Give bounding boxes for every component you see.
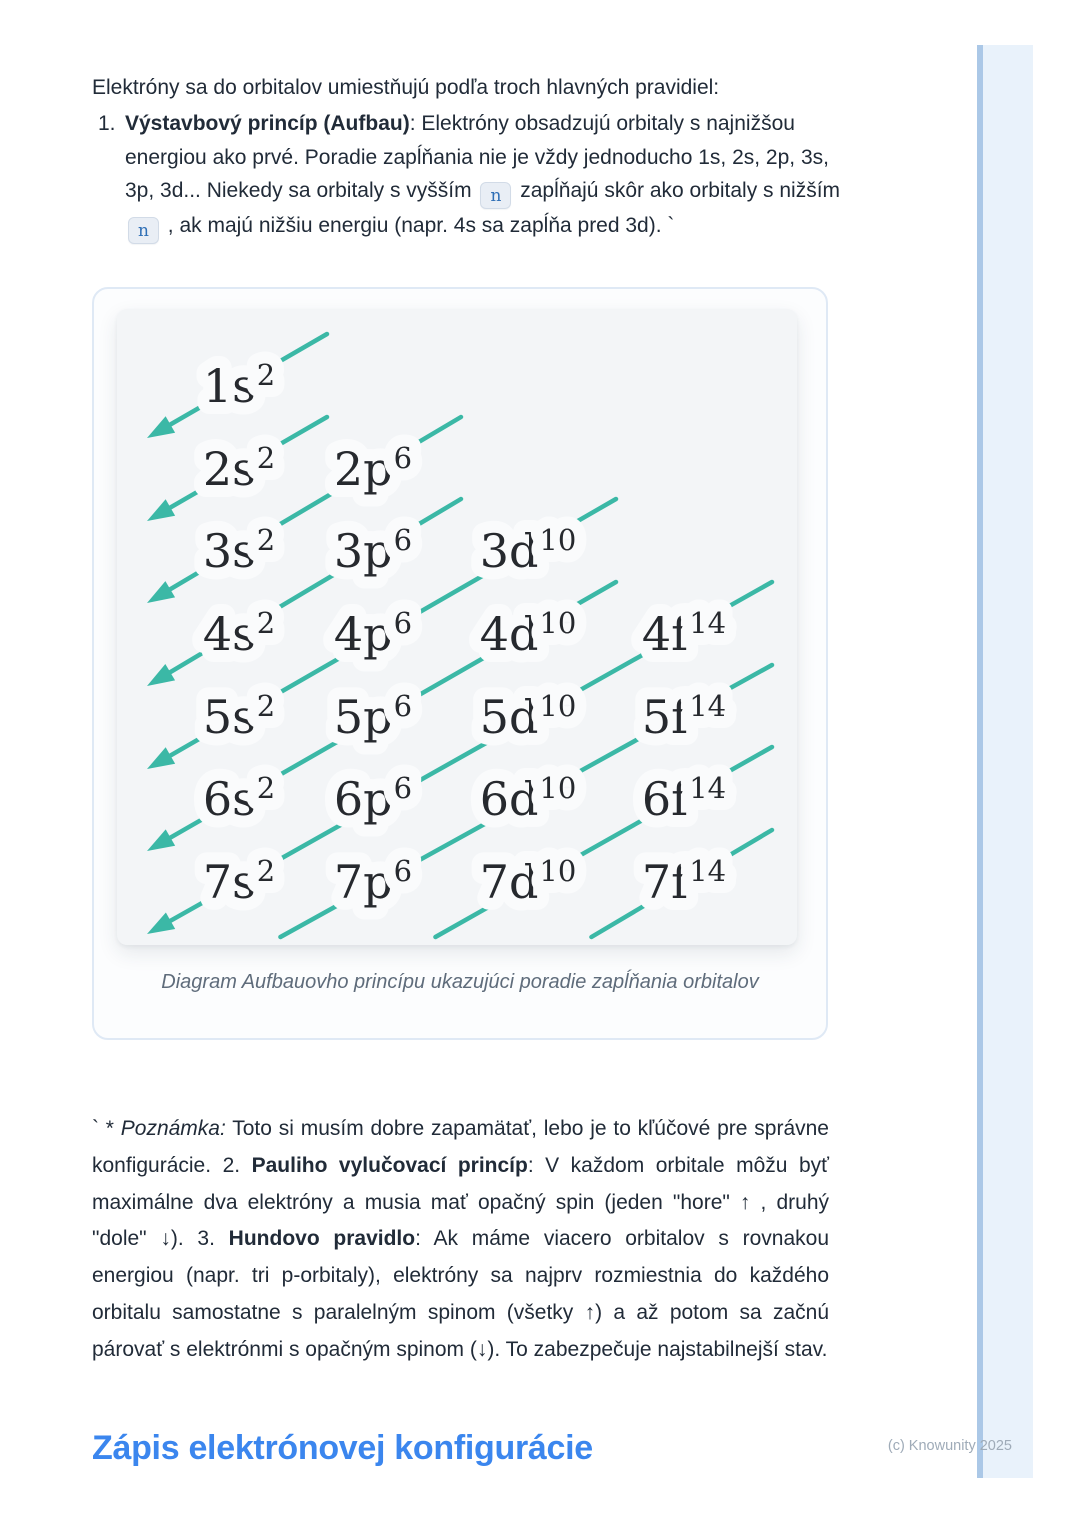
- orbital-label-1s: $1s^2$: [202, 358, 276, 413]
- inline-code-chip: n: [128, 217, 159, 244]
- orbital-label-2s: $2s^2$: [202, 441, 276, 496]
- orbital-label-4f: $4f^{14}$: [641, 606, 727, 661]
- orbital-label-5f: $5f^{14}$: [641, 689, 727, 744]
- rules-ordered-list: [92, 107, 848, 244]
- rule-item-aufbau: [92, 107, 848, 244]
- figure-caption: Diagram Aufbauovho princípu ukazujúci poradie zapĺňania orbitalov: [161, 971, 759, 993]
- aufbau-diagram: [117, 309, 797, 945]
- orbital-label-7f: $7f^{14}$: [641, 854, 727, 909]
- orbital-label-4s: $4s^2$: [202, 606, 276, 661]
- orbital-label-6d: $6d^{10}$: [479, 771, 577, 826]
- orbital-label-3s: $3s^2$: [202, 523, 276, 578]
- list-item-number: 1.: [98, 112, 116, 135]
- aufbau-arrowhead-icon: [147, 499, 175, 521]
- aufbau-arrowhead-icon: [147, 664, 175, 686]
- orbital-label-2p: $2p^6$: [333, 441, 413, 496]
- aufbau-arrow-line: [154, 499, 461, 682]
- orbital-label-7d: $7d^{10}$: [479, 854, 577, 909]
- orbital-label-5s: $5s^2$: [202, 689, 276, 744]
- note-paragraph: ` * Poznámka: Toto si musím dobre zapamätať, lebo je to kľúčové pre správne konfigurácie. 2. Pauliho vylučovací princíp: V každom orbitale môžu byť maximálne dva elektróny a musia mať opačný spin (jeden "hore" ↑ , druhý "dole" ↓). 3. Hundovo pravidlo: Ak máme viacero orbitalov s rovnakou energiou (napr. tri p-orbitaly), elektróny sa najprv rozmiestnia do každého orbitalu samostatne s paralelným spinom (všetky ↑) a až potom sa začnú párovať s elektrónmi s opačným spinom (↓). To zabezpečuje najstabilnejší stav.: [92, 1117, 829, 1361]
- orbital-label-5d: $5d^{10}$: [479, 689, 577, 744]
- orbital-label-7s: $7s^2$: [202, 854, 276, 909]
- inline-code-chip: n: [480, 182, 511, 209]
- aufbau-arrowhead-icon: [147, 747, 175, 769]
- section-heading: Zápis elektrónovej konfigurácie: [92, 1429, 593, 1468]
- orbital-label-5p: $5p^6$: [333, 689, 413, 744]
- aufbau-arrow-line: [154, 417, 461, 599]
- orbital-label-7p: $7p^6$: [333, 854, 413, 909]
- aufbau-arrowhead-icon: [147, 829, 175, 851]
- aufbau-diagram-image: [117, 309, 797, 945]
- orbital-label-6f: $6f^{14}$: [641, 771, 727, 826]
- aufbau-arrowhead-icon: [147, 581, 175, 603]
- intro-paragraph: Elektróny sa do orbitalov umiestňujú podľa troch hlavných pravidiel:: [92, 76, 720, 99]
- figure-card: [92, 287, 828, 1040]
- orbital-label-6p: $6p^6$: [333, 771, 413, 826]
- aufbau-arrowhead-icon: [147, 912, 175, 934]
- orbital-label-6s: $6s^2$: [202, 771, 276, 826]
- orbital-label-4d: $4d^{10}$: [479, 606, 577, 661]
- rule-item-text: Výstavbový princíp (Aufbau): Elektróny obsadzujú orbitaly s najnižšou energiou ako prvé. Poradie zapĺňania nie je vždy jednoducho 1s, 2s, 2p, 3s, 3p, 3d... Niekedy sa orbitaly s vyšším n zapĺňajú skôr ako orbitaly s nižším n , ak majú nižšiu energiu (napr. 4s sa zapĺňa pred 3d). `: [125, 112, 840, 237]
- page-edge-panel: [977, 45, 1033, 1478]
- orbital-label-4p: $4p^6$: [333, 606, 413, 661]
- orbital-label-3d: $3d^{10}$: [479, 523, 577, 578]
- orbital-label-3p: $3p^6$: [333, 523, 413, 578]
- copyright-footer: (c) Knowunity 2025: [887, 1438, 1012, 1454]
- aufbau-arrowhead-icon: [147, 416, 175, 438]
